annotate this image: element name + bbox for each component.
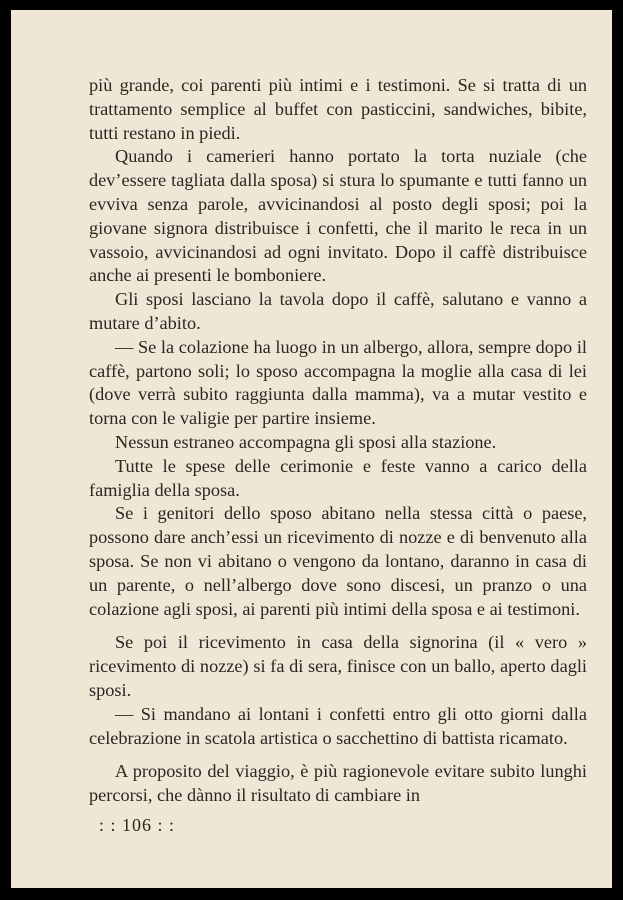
paragraph-7: Se i genitori dello sposo abitano nella stessa città o paese, possono dare anch’essi un ricevimento di nozze e di benvenuto alla sposa. Se non vi abitano o vengono da lontano, daranno in casa di un parente, o nell’albergo dove sono discesi, un pranzo o una colazione agli sposi, ai parenti più intimi della sposa e ai testimoni.: [89, 503, 587, 619]
paragraph-5: Nessun estraneo accompagna gli sposi alla stazione.: [115, 431, 497, 452]
body-text: [89, 74, 587, 808]
paragraph-2: Quando i camerieri hanno portato la torta nuziale (che dev’essere tagliata dalla sposa) si stura lo spumante e tutti fanno un evviva senza parole, avvicinandosi al posto degli sposi; poi la giovane signora distribuisce i confetti, che il marito le reca in un vassoio, avvicinandosi ad ogni invitato. Dopo il caffè distribuisce anche ai presenti le bomboniere.: [89, 146, 587, 286]
book-page: [11, 10, 612, 888]
paragraph-3: Gli sposi lasciano la tavola dopo il caffè, salutano e vanno a mutare d’abito.: [89, 289, 587, 333]
paragraph-8: Se poi il ricevimento in casa della signorina (il « vero » ricevimento di nozze) si fa di sera, finisce con un ballo, aperto dagli sposi.: [89, 632, 587, 700]
paragraph-6: Tutte le spese delle cerimonie e feste vanno a carico della famiglia della sposa.: [89, 455, 587, 500]
paragraph-9: — Si mandano ai lontani i confetti entro gli otto giorni dalla celebrazione in scatola artistica o sacchettino di battista ricamato.: [89, 703, 587, 748]
page-number: : : 106 : :: [99, 815, 176, 835]
paragraph-10: A proposito del viaggio, è più ragionevole evitare subito lunghi percorsi, che dànno il risultato di cambiare in: [89, 761, 587, 806]
paragraph-4: — Se la colazione ha luogo in un albergo, allora, sempre dopo il caffè, partono soli; lo sposo accompagna la moglie alla casa di lei (dove verrà subito raggiunta dalla mamma), va a mutar vestito e torna con le valigie per partire insieme.: [89, 336, 587, 429]
paragraph-1: più grande, coi parenti più intimi e i testimoni. Se si tratta di un trattamento semplice al buffet con pasticcini, sandwiches, bibite, tutti restano in piedi.: [89, 75, 587, 143]
